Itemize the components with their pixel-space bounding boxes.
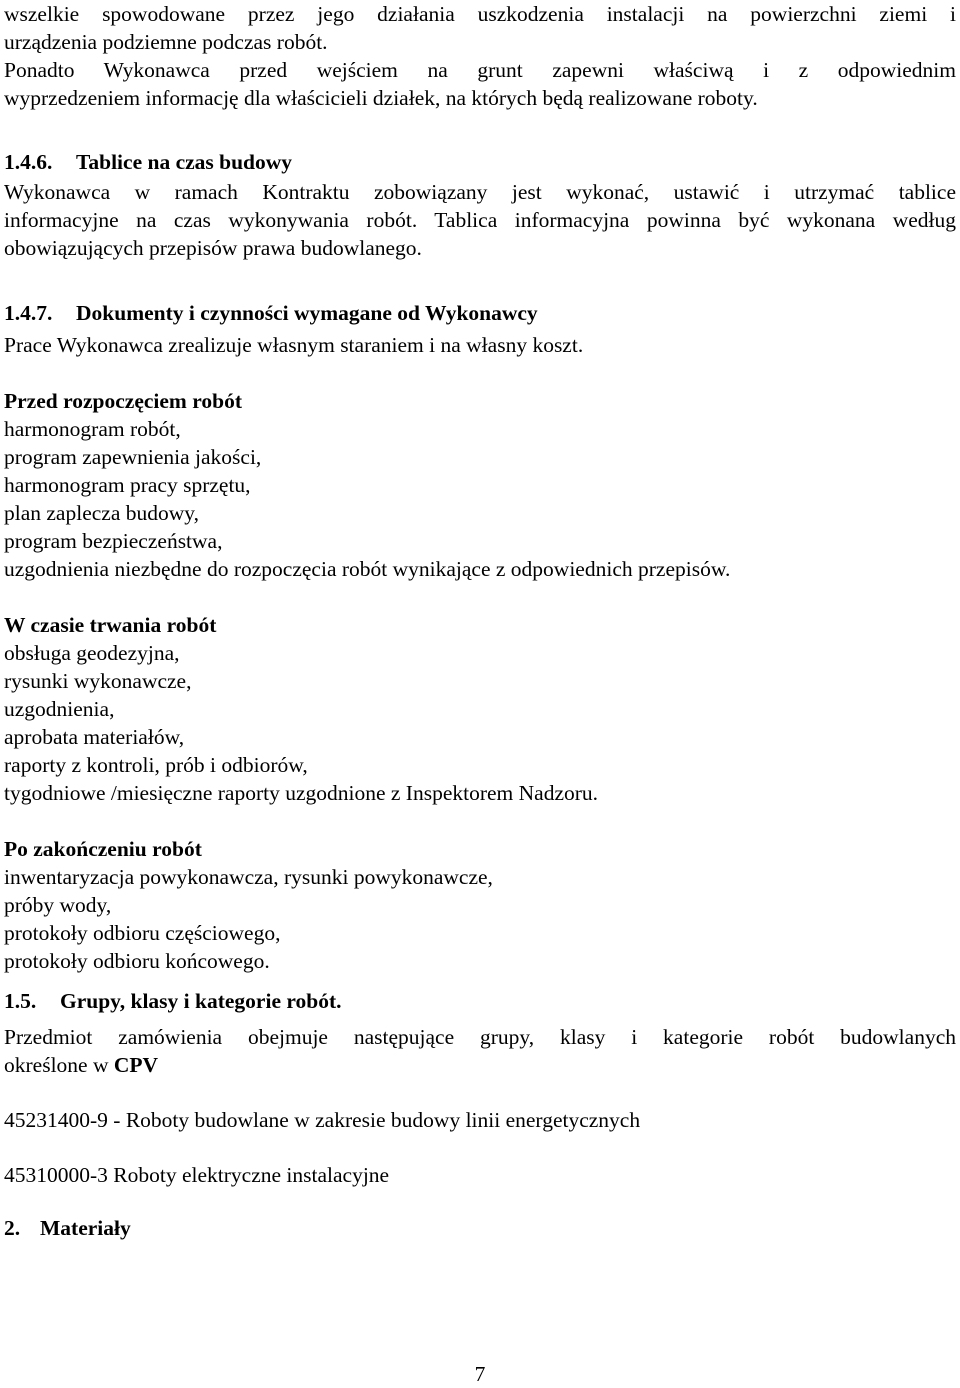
paragraph-text: określone w [4,1053,114,1077]
list-item: uzgodnienia niezbędne do rozpoczęcia robót wynikające z odpowiednich przepisów. [4,557,731,581]
list-item: obsługa geodezyjna, [4,641,180,665]
section-number: 1.4.7. [4,301,53,325]
list-item: program bezpieczeństwa, [4,529,223,553]
list-item: raporty z kontroli, prób i odbiorów, [4,753,308,777]
paragraph-line: Przedmiot zamówienia obejmuje następujące grupy, klasy i kategorie robót budowlanych [4,1025,956,1049]
list-item: inwentaryzacja powykonawcza, rysunki powykonawcze, [4,865,493,889]
cpv-code-line: 45310000-3 Roboty elektryczne instalacyjne [4,1163,390,1187]
subheading-before-works: Przed rozpoczęciem robót [4,389,242,413]
list-item: protokoły odbioru końcowego. [4,949,270,973]
list-item: harmonogram pracy sprzętu, [4,473,251,497]
section-title: Materiały [40,1216,131,1240]
subheading-during-works: W czasie trwania robót [4,613,217,637]
section-heading-1-4-7 [4,299,956,327]
section-heading-1-4-6 [4,148,956,176]
section-title: Dokumenty i czynności wymagane od Wykonawcy [76,301,538,325]
section-heading-1-5 [4,987,956,1015]
section-heading-2 [4,1214,956,1242]
list-item: uzgodnienia, [4,697,115,721]
subheading-after-works: Po zakończeniu robót [4,837,202,861]
section-title: Tablice na czas budowy [76,150,293,174]
paragraph-line: obowiązujących przepisów prawa budowlanego. [4,236,422,260]
paragraph-line: Wykonawca w ramach Kontraktu zobowiązany jest wykonać, ustawić i utrzymać tablice [4,180,956,204]
paragraph-line: informacyjne na czas wykonywania robót. Tablica informacyjna powinna być wykonana według [4,208,956,232]
paragraph-line: wszelkie spowodowane przez jego działania uszkodzenia instalacji na powierzchni ziemi i [4,2,956,26]
list-item: próby wody, [4,893,112,917]
paragraph-line: Ponadto Wykonawca przed wejściem na grunt zapewni właściwą i z odpowiednim [4,58,956,82]
cpv-code-line: 45231400-9 - Roboty budowlane w zakresie budowy linii energetycznych [4,1108,641,1132]
section-number: 1.4.6. [4,150,53,174]
list-item: aprobata materiałów, [4,725,185,749]
paragraph-line [4,1051,956,1079]
list-item: rysunki wykonawcze, [4,669,192,693]
list-item: harmonogram robót, [4,417,181,441]
paragraph-line: Prace Wykonawca zrealizuje własnym staraniem i na własny koszt. [4,333,584,357]
section-number: 2. [4,1216,21,1240]
cpv-label: CPV [113,1053,159,1077]
paragraph-line: urządzenia podziemne podczas robót. [4,30,328,54]
page-number: 7 [474,1362,486,1386]
list-item: tygodniowe /miesięczne raporty uzgodnione z Inspektorem Nadzoru. [4,781,599,805]
paragraph-line: wyprzedzeniem informację dla właścicieli działek, na których będą realizowane roboty. [4,86,758,110]
list-item: program zapewnienia jakości, [4,445,262,469]
section-title: Grupy, klasy i kategorie robót. [60,989,342,1013]
section-number: 1.5. [4,989,37,1013]
list-item: plan zaplecza budowy, [4,501,200,525]
list-item: protokoły odbioru częściowego, [4,921,281,945]
